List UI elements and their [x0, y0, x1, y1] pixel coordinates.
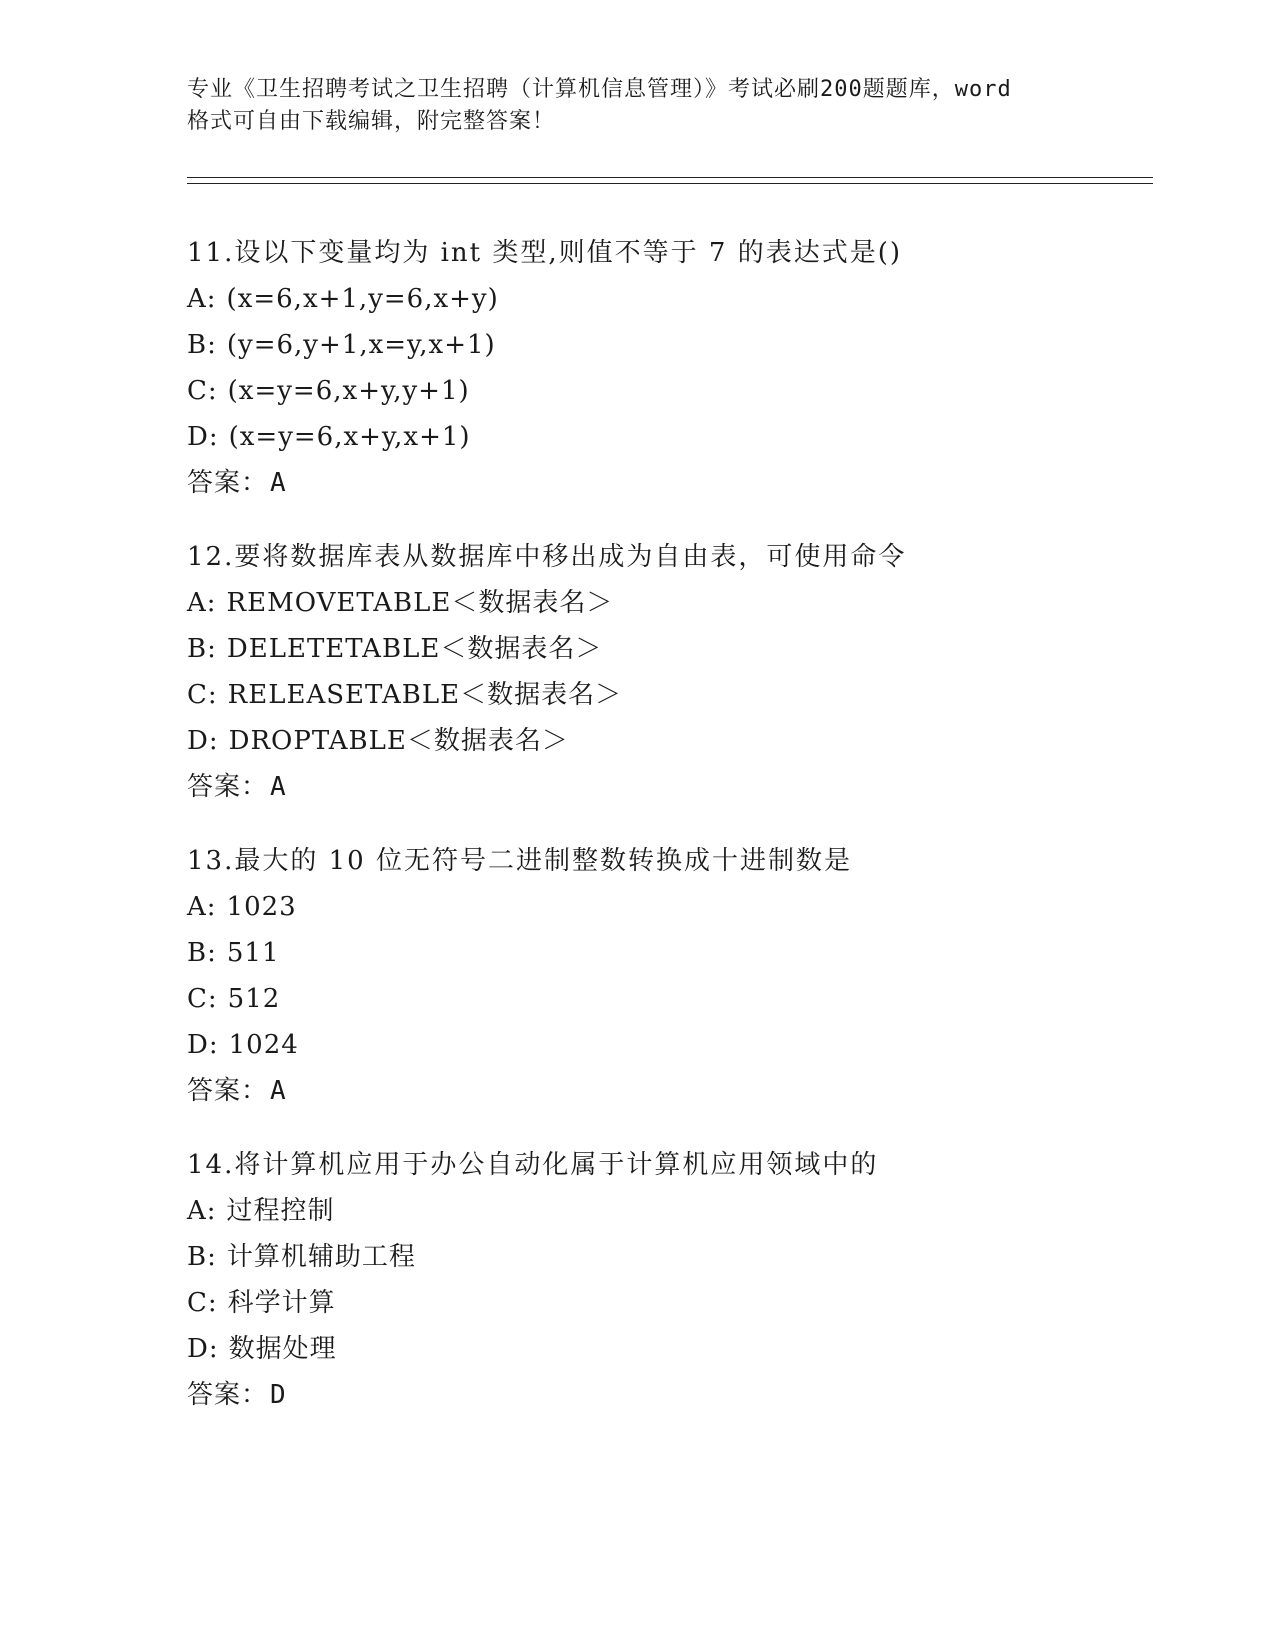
option-text: 1024: [228, 1030, 299, 1060]
option-text: DELETETABLE＜数据表名＞: [226, 634, 603, 664]
option-text: (x=y=6,x+y,y+1): [227, 376, 470, 406]
option-key: D:: [187, 422, 219, 452]
option-c: [187, 1280, 1137, 1326]
option-key: C:: [187, 1288, 218, 1318]
option-text: 511: [226, 938, 280, 968]
question-11: [187, 230, 1137, 506]
answer-label: 答案：: [187, 1076, 269, 1106]
option-text: (x=6,x+1,y=6,x+y): [226, 284, 499, 314]
answer-label: 答案：: [187, 468, 269, 498]
document-header: [187, 74, 1097, 138]
option-text: 过程控制: [226, 1196, 335, 1226]
question-stem: 11.设以下变量均为 int 类型,则值不等于 7 的表达式是(): [187, 238, 903, 268]
option-text: 512: [227, 984, 281, 1014]
answer-line: [187, 764, 1137, 810]
option-text: REMOVETABLE＜数据表名＞: [226, 588, 614, 618]
option-c: [187, 368, 1137, 414]
question-stem: 13.最大的 10 位无符号二进制整数转换成十进制数是: [187, 846, 852, 876]
option-key: B:: [187, 1242, 217, 1272]
option-key: A:: [187, 892, 217, 922]
option-a: [187, 884, 1137, 930]
option-b: [187, 930, 1137, 976]
option-key: B:: [187, 634, 217, 664]
answer-label: 答案：: [187, 1380, 269, 1410]
answer-label: 答案：: [187, 772, 269, 802]
option-key: A:: [187, 1196, 217, 1226]
option-c: [187, 976, 1137, 1022]
option-d: [187, 718, 1137, 764]
option-key: B:: [187, 330, 217, 360]
header-line-1: 专业《卫生招聘考试之卫生招聘（计算机信息管理）》考试必刷200题题库，word: [187, 77, 1012, 102]
question-12: [187, 534, 1137, 810]
option-text: 数据处理: [228, 1334, 337, 1364]
option-b: [187, 626, 1137, 672]
option-key: D:: [187, 1334, 219, 1364]
answer-value: A: [270, 772, 287, 802]
option-d: [187, 1326, 1137, 1372]
header-divider-top: [187, 177, 1153, 178]
question-13: [187, 838, 1137, 1114]
option-c: [187, 672, 1137, 718]
option-text: RELEASETABLE＜数据表名＞: [227, 680, 623, 710]
question-stem: 14.将计算机应用于办公自动化属于计算机应用领域中的: [187, 1150, 879, 1180]
option-key: A:: [187, 588, 217, 618]
option-key: A:: [187, 284, 217, 314]
option-b: [187, 322, 1137, 368]
option-b: [187, 1234, 1137, 1280]
answer-line: [187, 1372, 1137, 1418]
question-stem: 12.要将数据库表从数据库中移出成为自由表，可使用命令: [187, 542, 907, 572]
header-line-2: 格式可自由下载编辑，附完整答案！: [187, 109, 556, 134]
answer-value: A: [270, 468, 287, 498]
option-text: 科学计算: [227, 1288, 336, 1318]
option-a: [187, 276, 1137, 322]
option-key: C:: [187, 376, 218, 406]
option-key: D:: [187, 726, 219, 756]
option-key: C:: [187, 680, 218, 710]
option-a: [187, 1188, 1137, 1234]
answer-value: A: [270, 1076, 287, 1106]
option-text: 1023: [226, 892, 297, 922]
option-key: C:: [187, 984, 218, 1014]
option-d: [187, 1022, 1137, 1068]
header-divider-bottom: [187, 183, 1153, 184]
option-text: 计算机辅助工程: [226, 1242, 416, 1272]
option-key: B:: [187, 938, 217, 968]
question-14: [187, 1142, 1137, 1418]
option-text: (y=6,y+1,x=y,x+1): [226, 330, 496, 360]
answer-line: [187, 460, 1137, 506]
option-d: [187, 414, 1137, 460]
option-text: (x=y=6,x+y,x+1): [228, 422, 471, 452]
answer-line: [187, 1068, 1137, 1114]
option-text: DROPTABLE＜数据表名＞: [228, 726, 569, 756]
answer-value: D: [270, 1380, 287, 1410]
option-key: D:: [187, 1030, 219, 1060]
option-a: [187, 580, 1137, 626]
